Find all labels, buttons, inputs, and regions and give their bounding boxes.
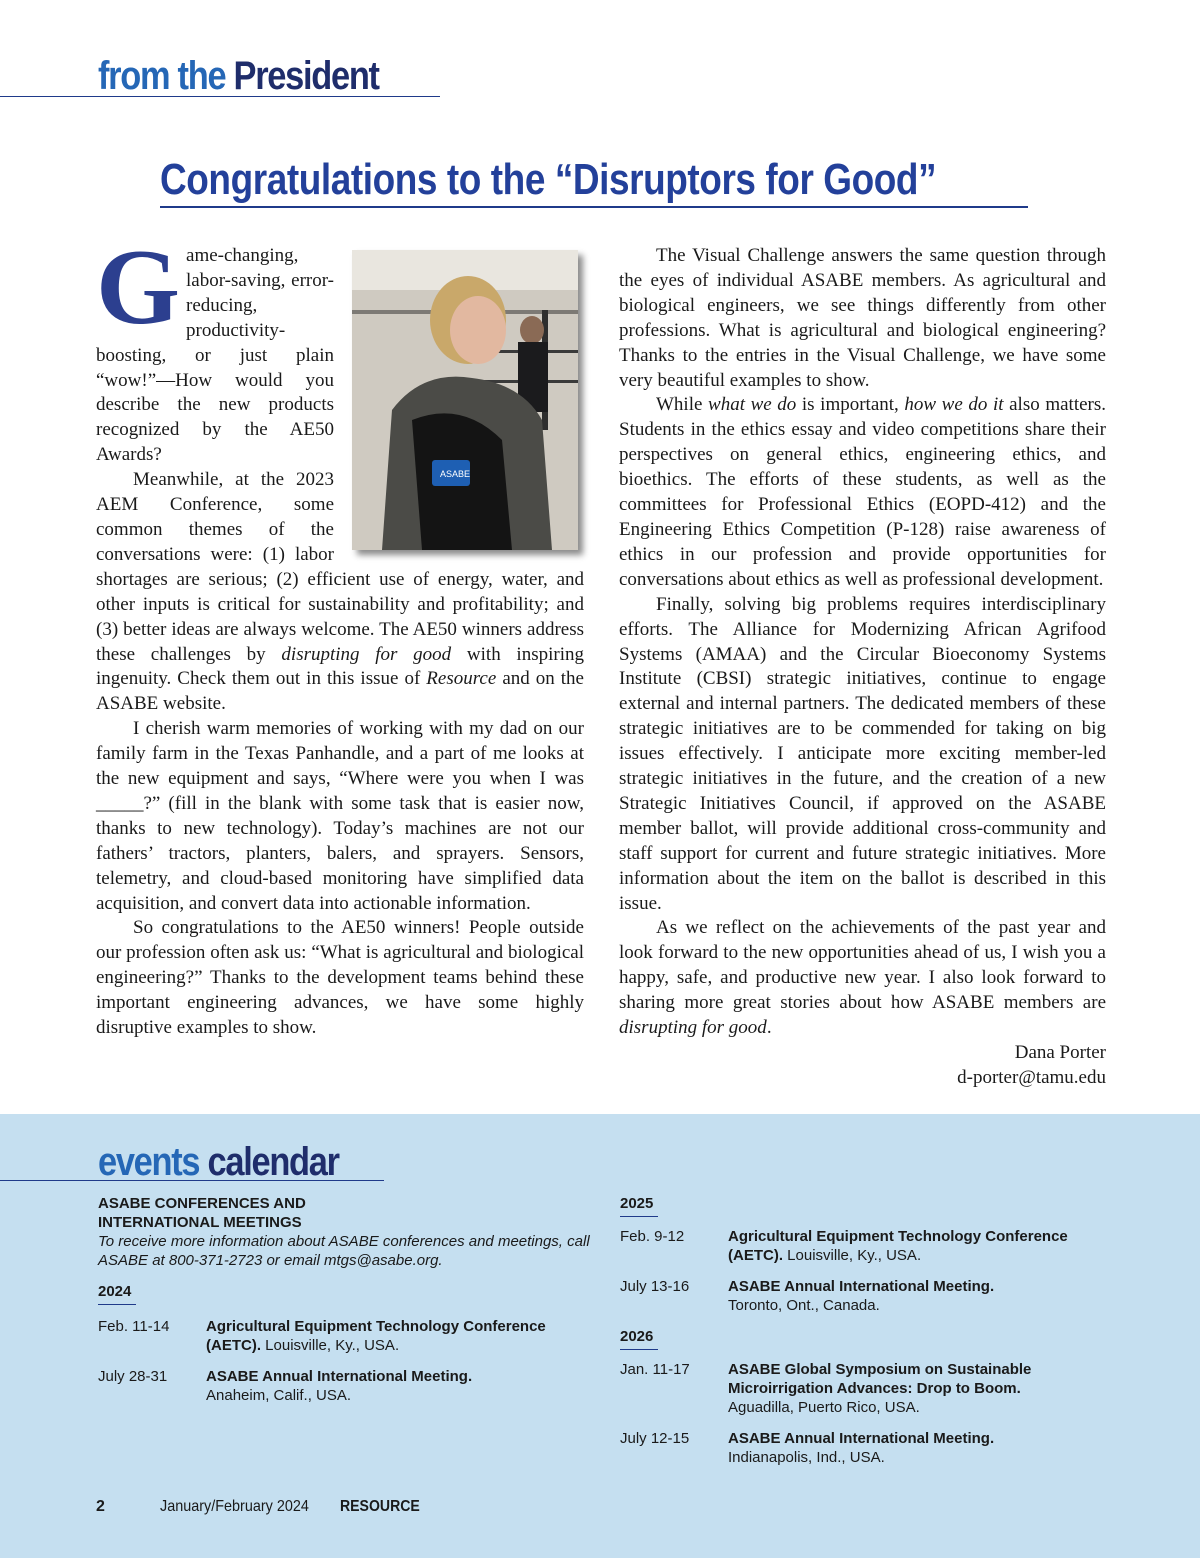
section-header [0,52,440,97]
event-row [620,1360,1140,1417]
event-desc: ASABE Annual International Meeting. Anaheim, Calif., USA. [206,1368,473,1404]
event-desc: ASABE Global Symposium on Sustainable Microirrigation Advances: Drop to Boom. Aguadilla, Puerto Rico, USA. [728,1361,1032,1416]
events-calendar [0,1114,1200,1558]
magazine-name: RESOURCE [340,1498,420,1515]
event-date: Jan. 11-17 [620,1361,690,1378]
page-number: 2 [96,1498,105,1515]
paragraph-4: So congratulations to the AE50 winners! People outside our profession often ask us: “What is agricultural and biological engineering?” Thanks to the development teams behind these important engineering advances, we have some highly disruptive examples to show. [96,917,584,1039]
event-desc: ASABE Annual International Meeting. Indianapolis, Ind., USA. [728,1430,995,1466]
event-date: July 12-15 [620,1430,690,1447]
event-date: July 13-16 [620,1278,690,1295]
events-left-column [98,1194,598,1405]
photo-frame [352,250,584,555]
event-row [620,1429,1140,1467]
section-title: from the President [98,54,379,98]
events-header [0,1140,384,1184]
signature-email: d-porter@tamu.edu [957,1066,1106,1088]
paragraph-1: Game-changing, labor-saving, error-reducing, productivity-boosting, or just plain “wow!”—How would you describe the new products recognized by the AE50 Awards? [96,228,334,466]
drop-cap: G [96,228,181,347]
signature-name: Dana Porter [1014,1042,1106,1063]
paragraph-3: I cherish warm memories of working with my dad on our family farm in the Texas Panhandle, and a part of me looks at the new equipment and says, “Where were you when I was _____?” (fill in the blank with some task that is easier now, thanks to new technology). Today’s machines are not our fathers’ tractors, planters, balers, and sprayers. Sensors, telemetry, and cloud-based monitoring have simplified data acquisition, and convert data into actionable information. [96,718,584,914]
event-row [620,1277,1140,1315]
issue-date: January/February 2024 [160,1498,309,1515]
article-right-column [619,244,1106,1091]
paragraph-5: The Visual Challenge answers the same question through the eyes of individual ASABE members. As agricultural and biological engineers, we see things differently from other professions. What is agricultural and biological engineering? Thanks to the entries in the Visual Challenge, we have some very beautiful examples to show. [619,245,1106,391]
events-note: To receive more information about ASABE conferences and meetings, call ASABE at 800-371-2723 or email mtgs@asabe.org. [98,1233,590,1269]
events-right-column [620,1194,1140,1467]
photo-tag-text: ASABE [440,469,471,479]
events-title: events calendar [98,1140,339,1184]
author-photo [352,250,578,550]
paragraph-8: As we reflect on the achievements of the past year and look forward to the new opportunities ahead of us, I wish you a happy, safe, and productive new year. I also look forward to sharing more great stories about how ASABE members are disrupting for good. [619,917,1106,1039]
page-footer [96,1496,496,1520]
paragraph-7: Finally, solving big problems requires interdisciplinary efforts. The Alliance for Modernizing African Agrifood Systems (AMAA) and the Circular Bioeconomy Systems Institute (CBSI) strategic initiatives, continue to engage external and internal partners. The dedicated members of these strategic initiatives are to be commended for taking on big issues effectively. I anticipate more exciting member-led strategic initiatives in the future, and the creation of a new Strategic Initiatives Council, if approved on the ASABE member ballot, will provide additional cross-community and staff support for current and future strategic initiatives. More information about the item on the ballot is described in this issue. [619,593,1106,914]
event-desc: Agricultural Equipment Technology Conference (AETC). Louisville, Ky., USA. [206,1318,546,1354]
events-heading: ASABE CONFERENCES AND INTERNATIONAL MEETINGS [98,1195,306,1231]
year-2026: 2026 [620,1327,658,1350]
year-2025: 2025 [620,1194,658,1217]
article-title: Congratulations to the “Disruptors for Good” [160,156,1028,208]
event-date: Feb. 9-12 [620,1228,685,1245]
event-desc: ASABE Annual International Meeting. Toronto, Ont., Canada. [728,1278,995,1314]
year-2024: 2024 [98,1282,136,1305]
event-row [98,1317,598,1355]
paragraph-6: While what we do is important, how we do it also matters. Students in the ethics essay and video competitions share their perspectives on general ethics, engineering ethics, and bioethics. The efforts of these students, as well as the committees for Professional Ethics (EOPD-412) and the Engineering Ethics Competition (P-128) raise awareness of ethics in our profession and provide opportunities for conversations about ethics as well as professional development. [619,394,1107,590]
photo-illustration [352,250,578,550]
event-date: Feb. 11-14 [98,1318,170,1335]
paragraph-2: Meanwhile, at the 2023 AEM Conference, some common themes of the conversations were: (1) labor shortages are serious; (2) efficient use of energy, water, and other inputs is critical for sustainability and profitability; and (3) better ideas are always welcome. The AE50 winners address these challenges by disrupting for good with inspiring ingenuity. Check them out in this issue of Resource and on the ASABE website. [96,469,584,715]
event-desc: Agricultural Equipment Technology Conference (AETC). Louisville, Ky., USA. [728,1228,1068,1264]
event-row [620,1227,1140,1265]
event-row [98,1367,598,1405]
event-date: July 28-31 [98,1368,168,1385]
article-left-column [96,228,584,1041]
